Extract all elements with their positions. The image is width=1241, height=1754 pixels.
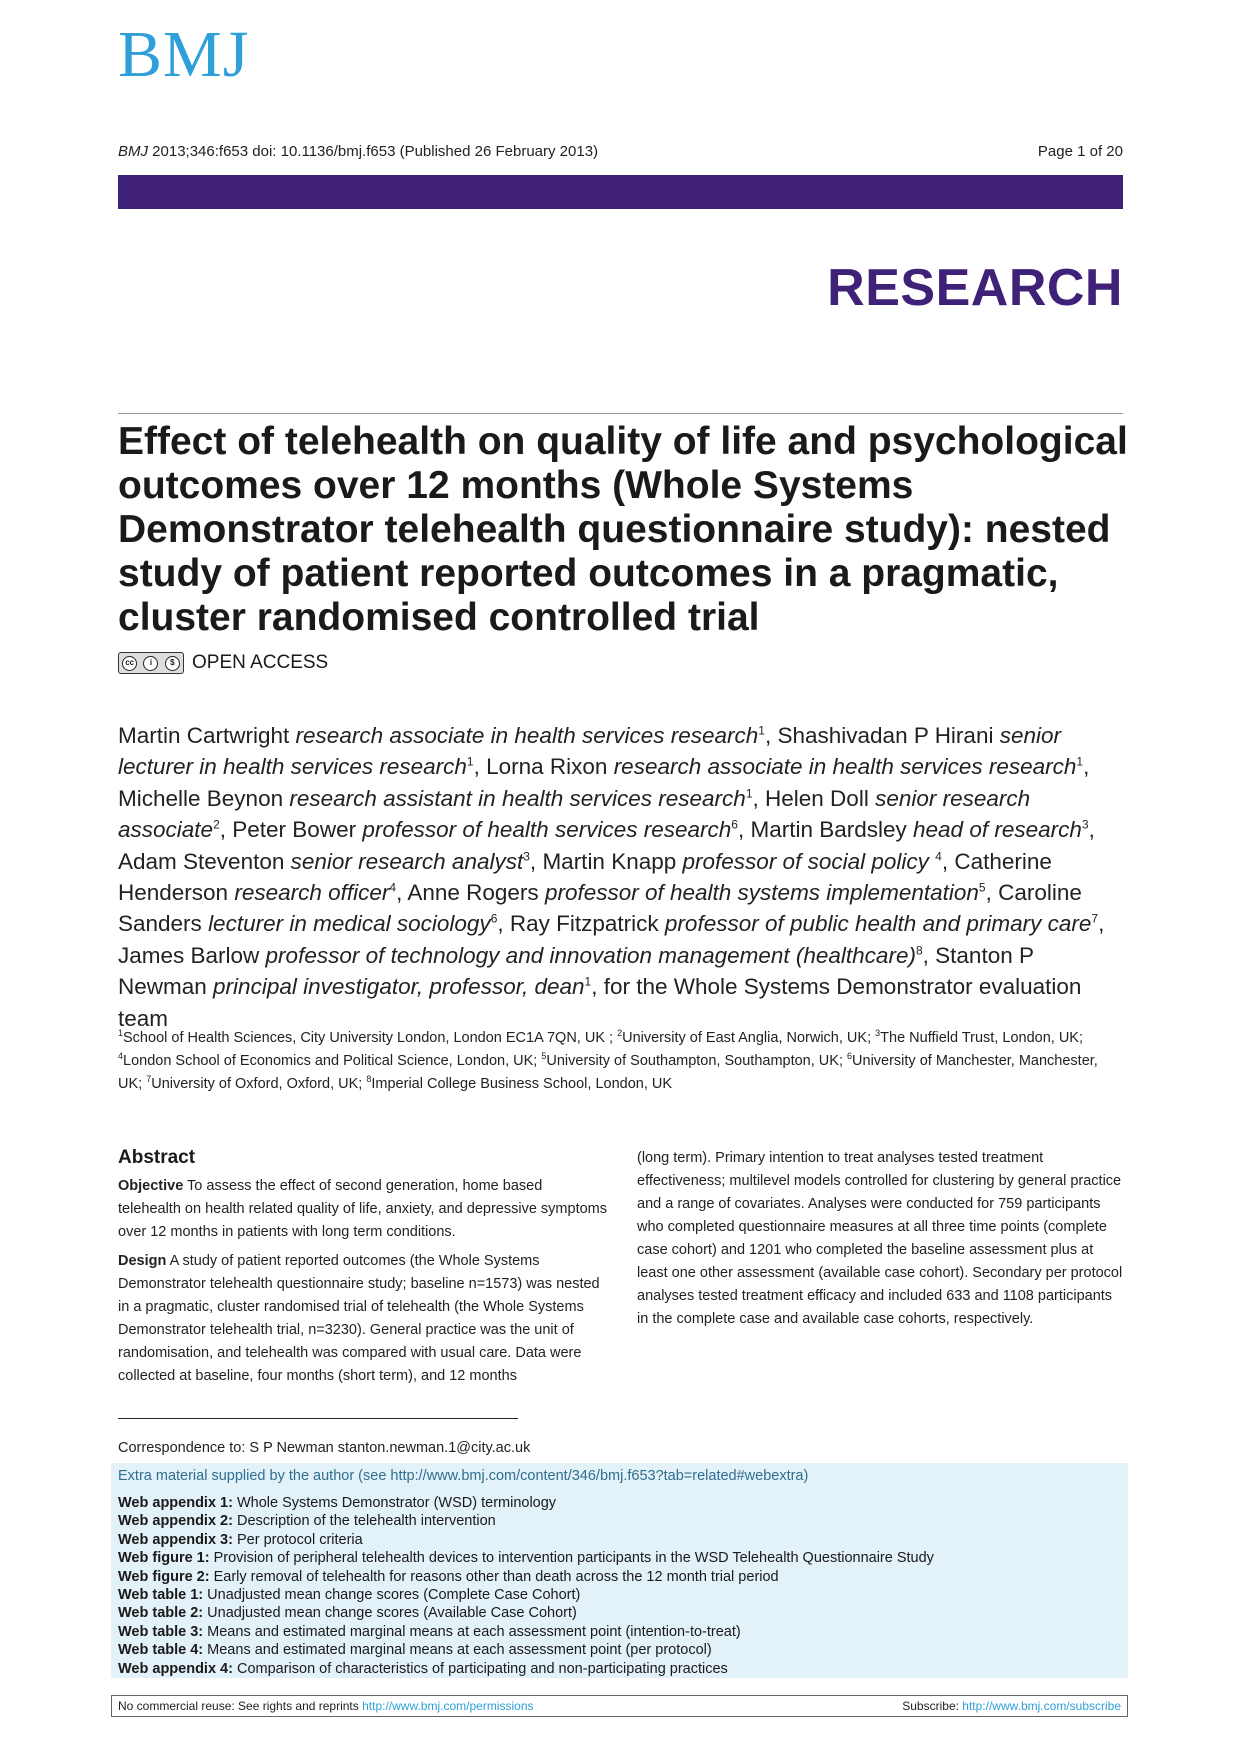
author-role: research officer (234, 880, 390, 906)
author-affiliation-number: 4 (389, 880, 397, 895)
affiliation-text: Imperial College Business School, London, UK (371, 1076, 673, 1092)
author-affiliation-number: 3 (1081, 817, 1089, 832)
cc-license-icon: cc i $ (118, 652, 184, 674)
extra-material-item[interactable] (118, 1641, 1121, 1659)
author-role: research associate in health services research (613, 754, 1077, 780)
author-affiliation-number: 8 (915, 943, 923, 958)
abstract-left-column (118, 1147, 608, 1394)
author-role: professor of health systems implementation (544, 880, 979, 906)
author-name: Caroline Sanders (118, 880, 1082, 937)
author-list-tail: , for the Whole Systems Demonstrator evaluation team (118, 974, 1082, 1031)
author-name: Ray Fitzpatrick (509, 911, 665, 937)
author-name: Peter Bower (232, 817, 363, 843)
affiliations (118, 1027, 1126, 1096)
author-affiliation-number: 4 (935, 849, 942, 864)
objective-label: Objective (118, 1178, 184, 1194)
author-name: Shashivadan P Hirani (777, 723, 1000, 748)
extra-item-text: Whole Systems Demonstrator (WSD) terminology (232, 1495, 557, 1511)
footnote-divider (118, 1418, 518, 1419)
author-affiliation-number: 6 (731, 817, 738, 832)
subscribe-link[interactable]: http://www.bmj.com/subscribe (962, 1699, 1121, 1713)
extra-material-item[interactable] (118, 1494, 1121, 1512)
permissions-link[interactable]: http://www.bmj.com/permissions (362, 1699, 534, 1713)
extra-material-item[interactable] (118, 1531, 1121, 1549)
extra-item-text: Comparison of characteristics of participating and non-participating practices (232, 1660, 728, 1677)
extra-item-text: Unadjusted mean change scores (Available Case Cohort) (203, 1605, 577, 1622)
journal-logo: BMJ (118, 18, 250, 91)
author-role: senior research analyst (290, 848, 524, 874)
author-affiliation-number: 3 (523, 849, 530, 864)
extra-item-label: Web table 2: (118, 1605, 204, 1622)
open-access-row (118, 652, 328, 674)
affiliation-number: 8 (366, 1074, 372, 1085)
extra-material-item[interactable] (118, 1512, 1121, 1530)
extra-material-item[interactable] (118, 1586, 1121, 1604)
affiliation-text: School of Health Sciences, City University London, London EC1A 7QN, UK ; (123, 1030, 618, 1046)
extra-item-text: Unadjusted mean change scores (Complete Case Cohort) (203, 1587, 581, 1604)
design-label: Design (118, 1253, 167, 1269)
extra-item-label: Web appendix 4: (118, 1660, 233, 1677)
rights-text: No commercial reuse: See rights and reprints (118, 1699, 363, 1713)
affiliation-number: 4 (118, 1051, 124, 1062)
author-role: principal investigator, professor, dean (213, 974, 585, 1000)
abstract-design-continued: (long term). Primary intention to treat analyses tested treatment effectiveness; multilevel models controlled for clustering by general practice and a range of covariates. Analyses were conducted for 759 participants who completed questionnaire measures at all three time points (complete case cohort) and 1201 who completed the baseline assessment plus at least one other assessment (available case cohort). Secondary per protocol analyses tested treatment efficacy and included 633 and 1108 participants in the complete case and available case cohorts, respectively. (637, 1150, 1123, 1327)
author-role: lecturer in medical sociology (208, 911, 491, 937)
affiliation-text: University of East Anglia, Norwich, UK; (622, 1030, 876, 1046)
author-name: Lorna Rixon (486, 754, 614, 780)
author-affiliation-number: 1 (745, 786, 753, 801)
affiliation-text: University of Manchester, Manchester, UK; (118, 1053, 1098, 1092)
author-name: James Barlow (118, 942, 266, 968)
affiliation-number: 3 (875, 1028, 881, 1039)
affiliation-number: 6 (847, 1051, 853, 1062)
author-role: research assistant in health services research (289, 785, 746, 811)
extra-material-item[interactable] (118, 1604, 1121, 1622)
footer-rights (118, 1699, 534, 1713)
extra-item-label: Web figure 1: (118, 1550, 210, 1567)
author-affiliation-number: 1 (1076, 754, 1084, 769)
abstract-objective (118, 1175, 608, 1244)
extra-item-label: Web table 4: (118, 1642, 204, 1659)
header-bar (118, 175, 1123, 209)
page-number: Page 1 of 20 (1037, 143, 1123, 160)
correspondence: Correspondence to: S P Newman stanton.newman.1@city.ac.uk (118, 1440, 531, 1456)
extra-material-list (118, 1494, 1121, 1678)
citation-line (118, 143, 598, 160)
author-role: senior lecturer in health services research (118, 723, 1062, 780)
author-name: Stanton P Newman (118, 942, 1034, 1000)
author-affiliation-number: 5 (978, 880, 986, 895)
title-divider (118, 413, 1123, 414)
extra-material-box (111, 1463, 1128, 1678)
author-affiliation-number: 2 (213, 817, 220, 832)
author-affiliation-number: 1 (584, 974, 592, 989)
affiliation-text: London School of Economics and Political Science, London, UK; (123, 1053, 542, 1069)
author-role: professor of social policy (682, 848, 936, 874)
journal-name: BMJ (118, 143, 148, 160)
objective-text: To assess the effect of second generation, home based telehealth on health related quality of life, anxiety, and depressive symptoms over 12 months in patients with long term conditions. (118, 1178, 607, 1240)
author-role: professor of health services research (362, 817, 732, 843)
author-affiliation-number: 7 (1091, 911, 1099, 926)
affiliation-number: 1 (118, 1028, 124, 1039)
abstract-heading: Abstract (118, 1147, 196, 1168)
design-text: A study of patient reported outcomes (the Whole Systems Demonstrator telehealth questionnaire study; baseline n=1573) was nested in a pragmatic, cluster randomised trial of telehealth (the Whole Systems Demonstrator telehealth trial, n=3230). General practice was the unit of randomisation, and telehealth was compared with usual care. Data were collected at baseline, four months (short term), and 12 months (118, 1253, 600, 1384)
affiliation-text: University of Southampton, Southampton, UK; (546, 1053, 848, 1069)
extra-item-text: Means and estimated marginal means at each assessment point (per protocol) (203, 1642, 712, 1659)
extra-item-label: Web appendix 3: (118, 1531, 233, 1548)
author-role: professor of public health and primary care (664, 911, 1092, 937)
extra-item-text: Means and estimated marginal means at each assessment point (intention-to-treat) (203, 1623, 741, 1640)
affiliation-text: University of Oxford, Oxford, UK; (151, 1076, 367, 1092)
author-role: head of research (913, 817, 1082, 843)
footer-subscribe (902, 1699, 1121, 1713)
affiliation-text: The Nuffield Trust, London, UK; (880, 1030, 1084, 1046)
extra-material-item[interactable] (118, 1623, 1121, 1641)
author-affiliation-number: 1 (466, 754, 474, 769)
affiliation-number: 2 (617, 1028, 623, 1039)
author-role: professor of technology and innovation management (healthcare) (265, 942, 916, 968)
extra-item-label: Web table 1: (118, 1587, 204, 1604)
author-name: Martin Cartwright (118, 723, 296, 748)
extra-item-label: Web appendix 2: (118, 1513, 233, 1530)
author-name: Martin Knapp (542, 848, 683, 874)
section-label: RESEARCH (827, 259, 1123, 317)
extra-item-label: Web table 3: (118, 1623, 204, 1640)
author-name: Adam Steventon (118, 848, 291, 874)
citation-details: 2013;346:f653 doi: 10.1136/bmj.f653 (Published 26 February 2013) (148, 143, 599, 160)
author-name: Catherine Henderson (118, 848, 1052, 906)
page-footer (111, 1695, 1128, 1717)
author-name: Martin Bardsley (750, 817, 914, 843)
author-affiliation-number: 1 (758, 723, 765, 738)
author-affiliation-number: 6 (490, 911, 498, 926)
author-role: senior research associate (118, 785, 1031, 843)
abstract-right-column (637, 1147, 1127, 1337)
author-name: Helen Doll (765, 785, 876, 811)
extra-item-label: Web appendix 1: (118, 1495, 233, 1511)
extra-material-item[interactable] (118, 1660, 1121, 1678)
author-name: Anne Rogers (407, 880, 545, 906)
open-access-label: OPEN ACCESS (192, 652, 329, 673)
extra-item-text: Per protocol criteria (232, 1531, 363, 1548)
author-role: research associate in health services research (295, 723, 759, 748)
extra-item-label: Web figure 2: (118, 1568, 210, 1585)
article-title: Effect of telehealth on quality of life and psychological outcomes over 12 months (Whole Systems Demonstrator telehealth questionnaire study): nested study of patient reported outcomes in a pragmatic, cluster randomised controlled trial (118, 420, 1128, 639)
author-list: Martin Cartwright research associate in health services research$^1$, Shashivadan P Hirani senior lecturer in health services research$^1$, Lorna Rixon research associate in health services research$^1$, Michelle Beynon research assistant in health services research$^1$, Helen Doll senior research associate$^2$, Peter Bower professor of health services research$^6$, Martin Bardsley head of research$^3$, Adam Steventon senior research analyst$^3$, Martin Knapp professor of social policy $^4$, Catherine Henderson research officer$^4$, Anne Rogers professor of health systems implementation$^5$, Caroline Sanders lecturer in medical sociology$^6$, Ray Fitzpatrick professor of public health and primary care$^7$, James Barlow professor of technology and innovation management (healthcare)$^8$, Stanton P Newman principal investigator, professor, dean$^1$, for the Whole Systems Demonstrator evaluation team (118, 723, 1105, 1031)
abstract-design (118, 1250, 608, 1388)
extra-material-item[interactable] (118, 1549, 1121, 1567)
extra-item-text: Provision of peripheral telehealth devices to intervention participants in the WSD Telehealth Questionnaire Study (209, 1550, 934, 1567)
extra-material-item[interactable] (118, 1568, 1121, 1586)
affiliation-number: 7 (146, 1074, 152, 1085)
subscribe-text: Subscribe: (902, 1699, 963, 1713)
extra-item-text: Description of the telehealth intervention (232, 1513, 496, 1530)
extra-item-text: Early removal of telehealth for reasons other than death across the 12 month trial period (209, 1568, 779, 1585)
author-name: Michelle Beynon (118, 785, 290, 811)
affiliation-number: 5 (541, 1051, 547, 1062)
extra-material-heading[interactable]: Extra material supplied by the author (see http://www.bmj.com/content/346/bmj.f653?tab=related#webextra) (118, 1468, 809, 1484)
